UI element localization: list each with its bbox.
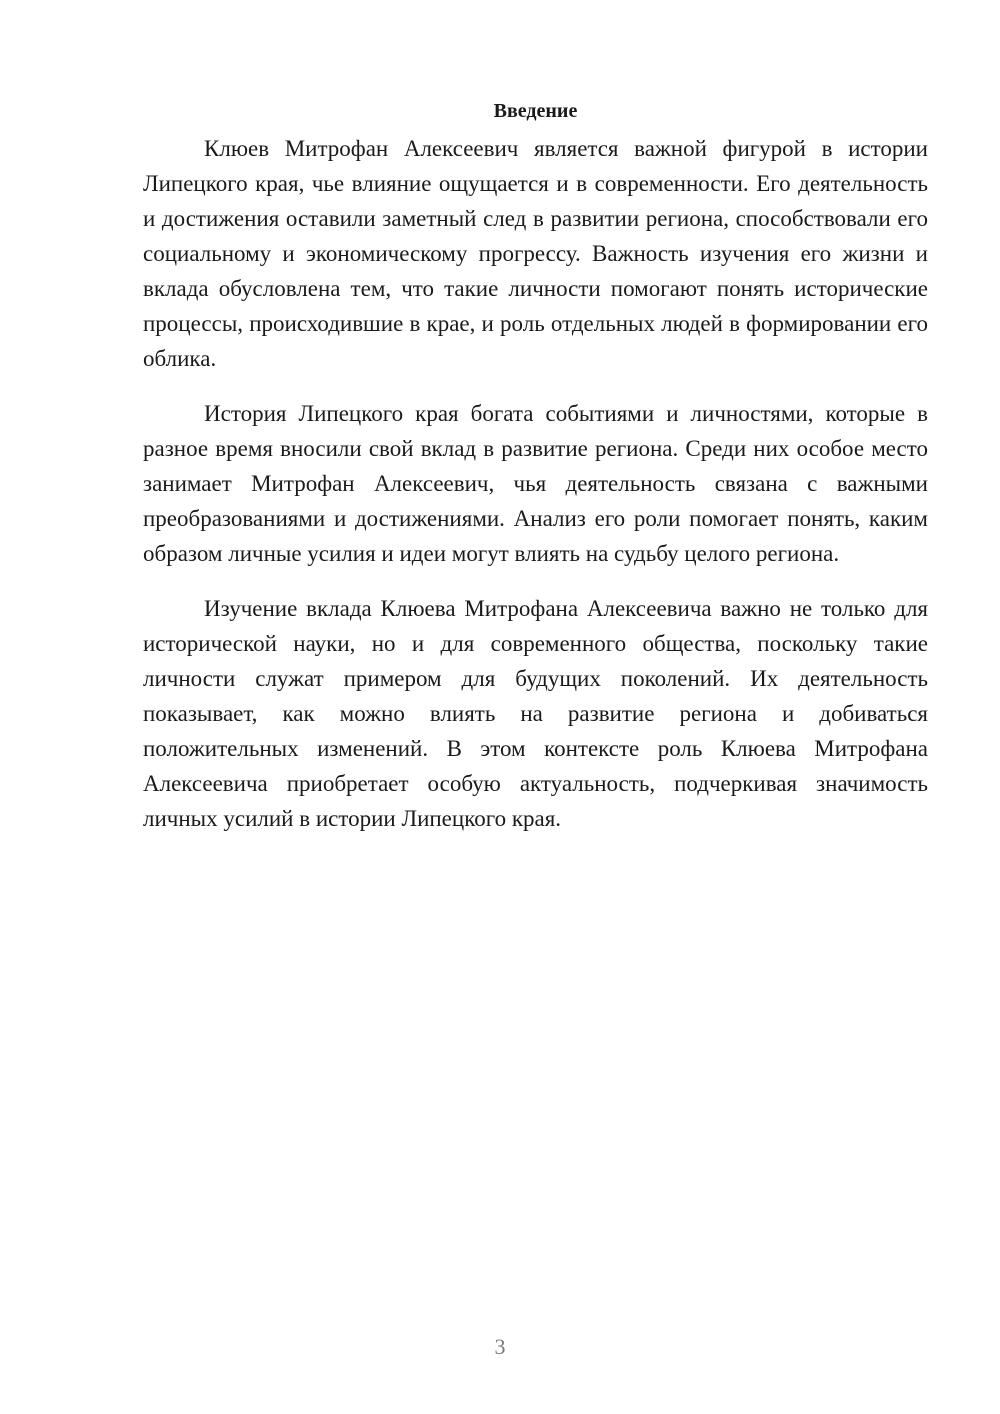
page-content (143, 96, 928, 856)
section-title: Введение (493, 100, 578, 122)
paragraph-1: Клюев Митрофан Алексеевич является важной фигурой в истории Липецкого края, чье влияние ощущается и в современности. Его деятельность и достижения оставили заметный след в развитии региона, способствовали его социальному и экономическому прогрессу. Важность изучения его жизни и вклада обусловлена тем, что такие личности помогают понять исторические процессы, происходившие в крае, и роль отдельных людей в формировании его облика. (143, 136, 928, 371)
paragraph-3: Изучение вклада Клюева Митрофана Алексеевича важно не только для исторической науки, но и для современного общества, поскольку такие личности служат примером для будущих поколений. Их деятельность показывает, как можно влиять на развитие региона и добиваться положительных изменений. В этом контексте роль Клюева Митрофана Алексеевича приобретает особую актуальность, подчеркивая значимость личных усилий в истории Липецкого края. (143, 596, 928, 831)
paragraph-2: История Липецкого края богата событиями и личностями, которые в разное время вносили свой вклад в развитие региона. Среди них особое место занимает Митрофан Алексеевич, чья деятельность связана с важными преобразованиями и достижениями. Анализ его роли помогает понять, каким образом личные усилия и идеи могут влиять на судьбу целого региона. (143, 401, 928, 566)
page-number: 3 (494, 1334, 506, 1359)
